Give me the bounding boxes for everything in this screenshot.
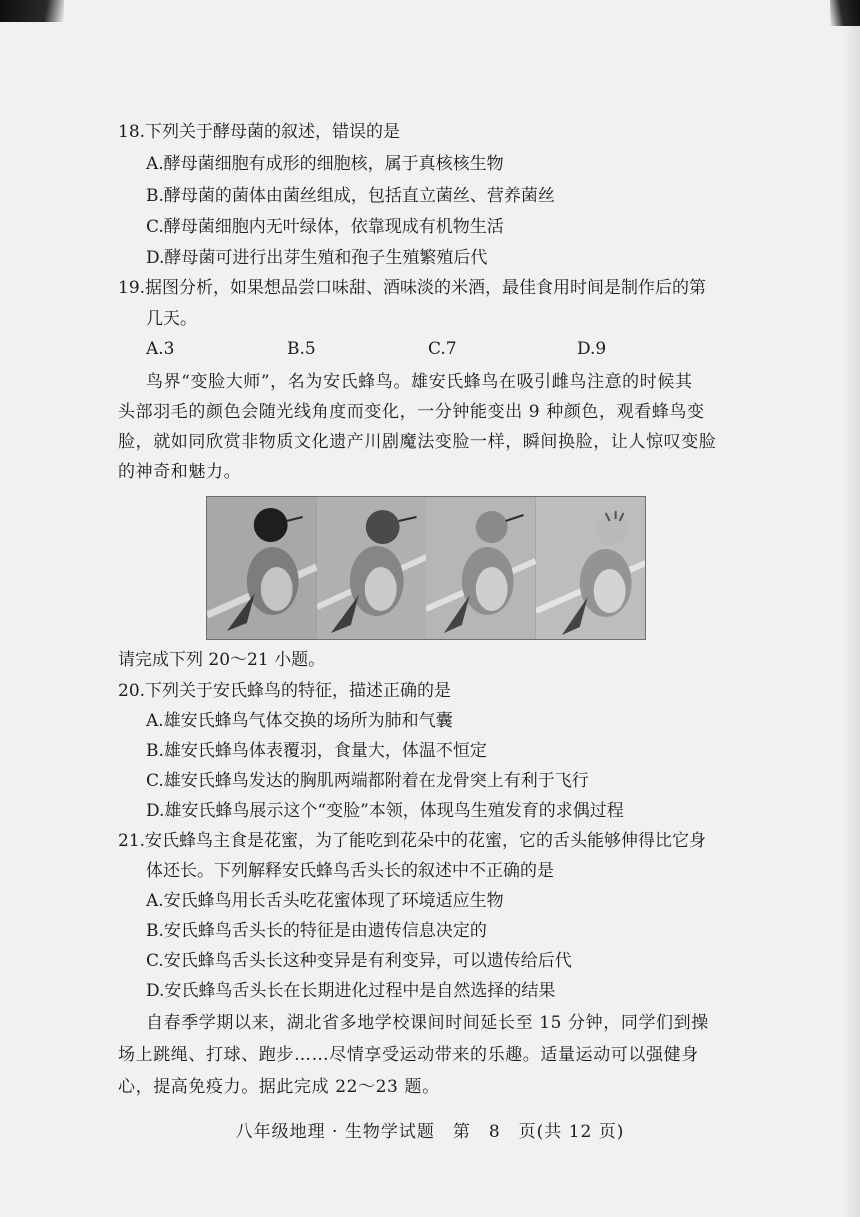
question-18-option-c: C.酵母菌细胞内无叶绿体，依靠现成有机物生活 (146, 217, 504, 237)
question-19-stem-cont: 几天。 (146, 309, 197, 329)
question-20-stem: 20.下列关于安氏蜂鸟的特征，描述正确的是 (118, 681, 452, 701)
question-19-option-d: D.9 (577, 339, 607, 359)
passage-2-line-1: 自春季学期以来，湖北省多地学校课间时间延长至 15 分钟，同学们到操 (146, 1013, 709, 1033)
question-20-option-a: A.雄安氏蜂鸟气体交换的场所为肺和气囊 (146, 711, 453, 731)
passage-2-line-2: 场上跳绳、打球、跑步……尽情享受运动带来的乐趣。适量运动可以强健身 (118, 1045, 699, 1065)
section-intro-20-21: 请完成下列 20～21 小题。 (118, 650, 326, 670)
question-21-option-c: C.安氏蜂鸟舌头长这种变异是有利变异，可以遗传给后代 (146, 951, 572, 971)
passage-1-line-4: 的神奇和魅力。 (118, 462, 242, 482)
question-21-stem: 21.安氏蜂鸟主食是花蜜，为了能吃到花朵中的花蜜，它的舌头能够伸得比它身 (118, 831, 707, 851)
question-21-option-d: D.安氏蜂鸟舌头长在长期进化过程中是自然选择的结果 (146, 981, 556, 1001)
question-20-option-d: D.雄安氏蜂鸟展示这个“变脸”本领，体现鸟生殖发育的求偶过程 (146, 801, 624, 821)
question-21-stem-cont: 体还长。下列解释安氏蜂鸟舌头长的叙述中不正确的是 (146, 861, 554, 881)
question-18-option-b: B.酵母菌的菌体由菌丝组成，包括直立菌丝、营养菌丝 (146, 186, 555, 206)
question-19-stem: 19.据图分析，如果想品尝口味甜、酒味淡的米酒，最佳食用时间是制作后的第 (118, 278, 707, 298)
hummingbird-photo-3 (426, 497, 536, 639)
question-21-option-a: A.安氏蜂鸟用长舌头吃花蜜体现了环境适应生物 (146, 891, 504, 911)
question-18-option-a: A.酵母菌细胞有成形的细胞核，属于真核核生物 (146, 154, 504, 174)
hummingbird-photo-2 (317, 497, 427, 639)
hummingbird-photo-4 (536, 497, 646, 639)
passage-1-line-3: 脸，就如同欣赏非物质文化遗产川剧魔法变脸一样，瞬间换脸，让人惊叹变脸 (118, 432, 717, 452)
passage-1-line-1: 鸟界“变脸大师”，名为安氏蜂鸟。雄安氏蜂鸟在吸引雌鸟注意的时候其 (146, 372, 693, 392)
scan-edge-shadow-left (0, 0, 64, 22)
hummingbird-photo-strip (206, 496, 646, 640)
question-19-option-a: A.3 (146, 339, 175, 359)
hummingbird-photo-1 (207, 497, 317, 639)
question-18-stem: 18.下列关于酵母菌的叙述，错误的是 (118, 122, 401, 142)
scan-page-shadow (842, 0, 860, 1217)
question-19-option-b: B.5 (287, 339, 316, 359)
passage-1-line-2: 头部羽毛的颜色会随光线角度而变化，一分钟能变出 9 种颜色，观看蜂鸟变 (118, 402, 705, 422)
question-21-option-b: B.安氏蜂鸟舌头长的特征是由遗传信息决定的 (146, 921, 487, 941)
question-19-options (146, 339, 666, 363)
passage-2-line-3: 心，提高免疫力。据此完成 22～23 题。 (118, 1077, 440, 1097)
page-footer: 八年级地理 · 生物学试题 第 8 页(共 12 页) (235, 1122, 625, 1142)
question-19-option-c: C.7 (428, 339, 457, 359)
question-18-option-d: D.酵母菌可进行出芽生殖和孢子生殖繁殖后代 (146, 248, 488, 268)
question-20-option-c: C.雄安氏蜂鸟发达的胸肌两端都附着在龙骨突上有利于飞行 (146, 771, 589, 791)
bird-head (254, 508, 288, 542)
question-20-option-b: B.雄安氏蜂鸟体表覆羽，食量大，体温不恒定 (146, 741, 487, 761)
